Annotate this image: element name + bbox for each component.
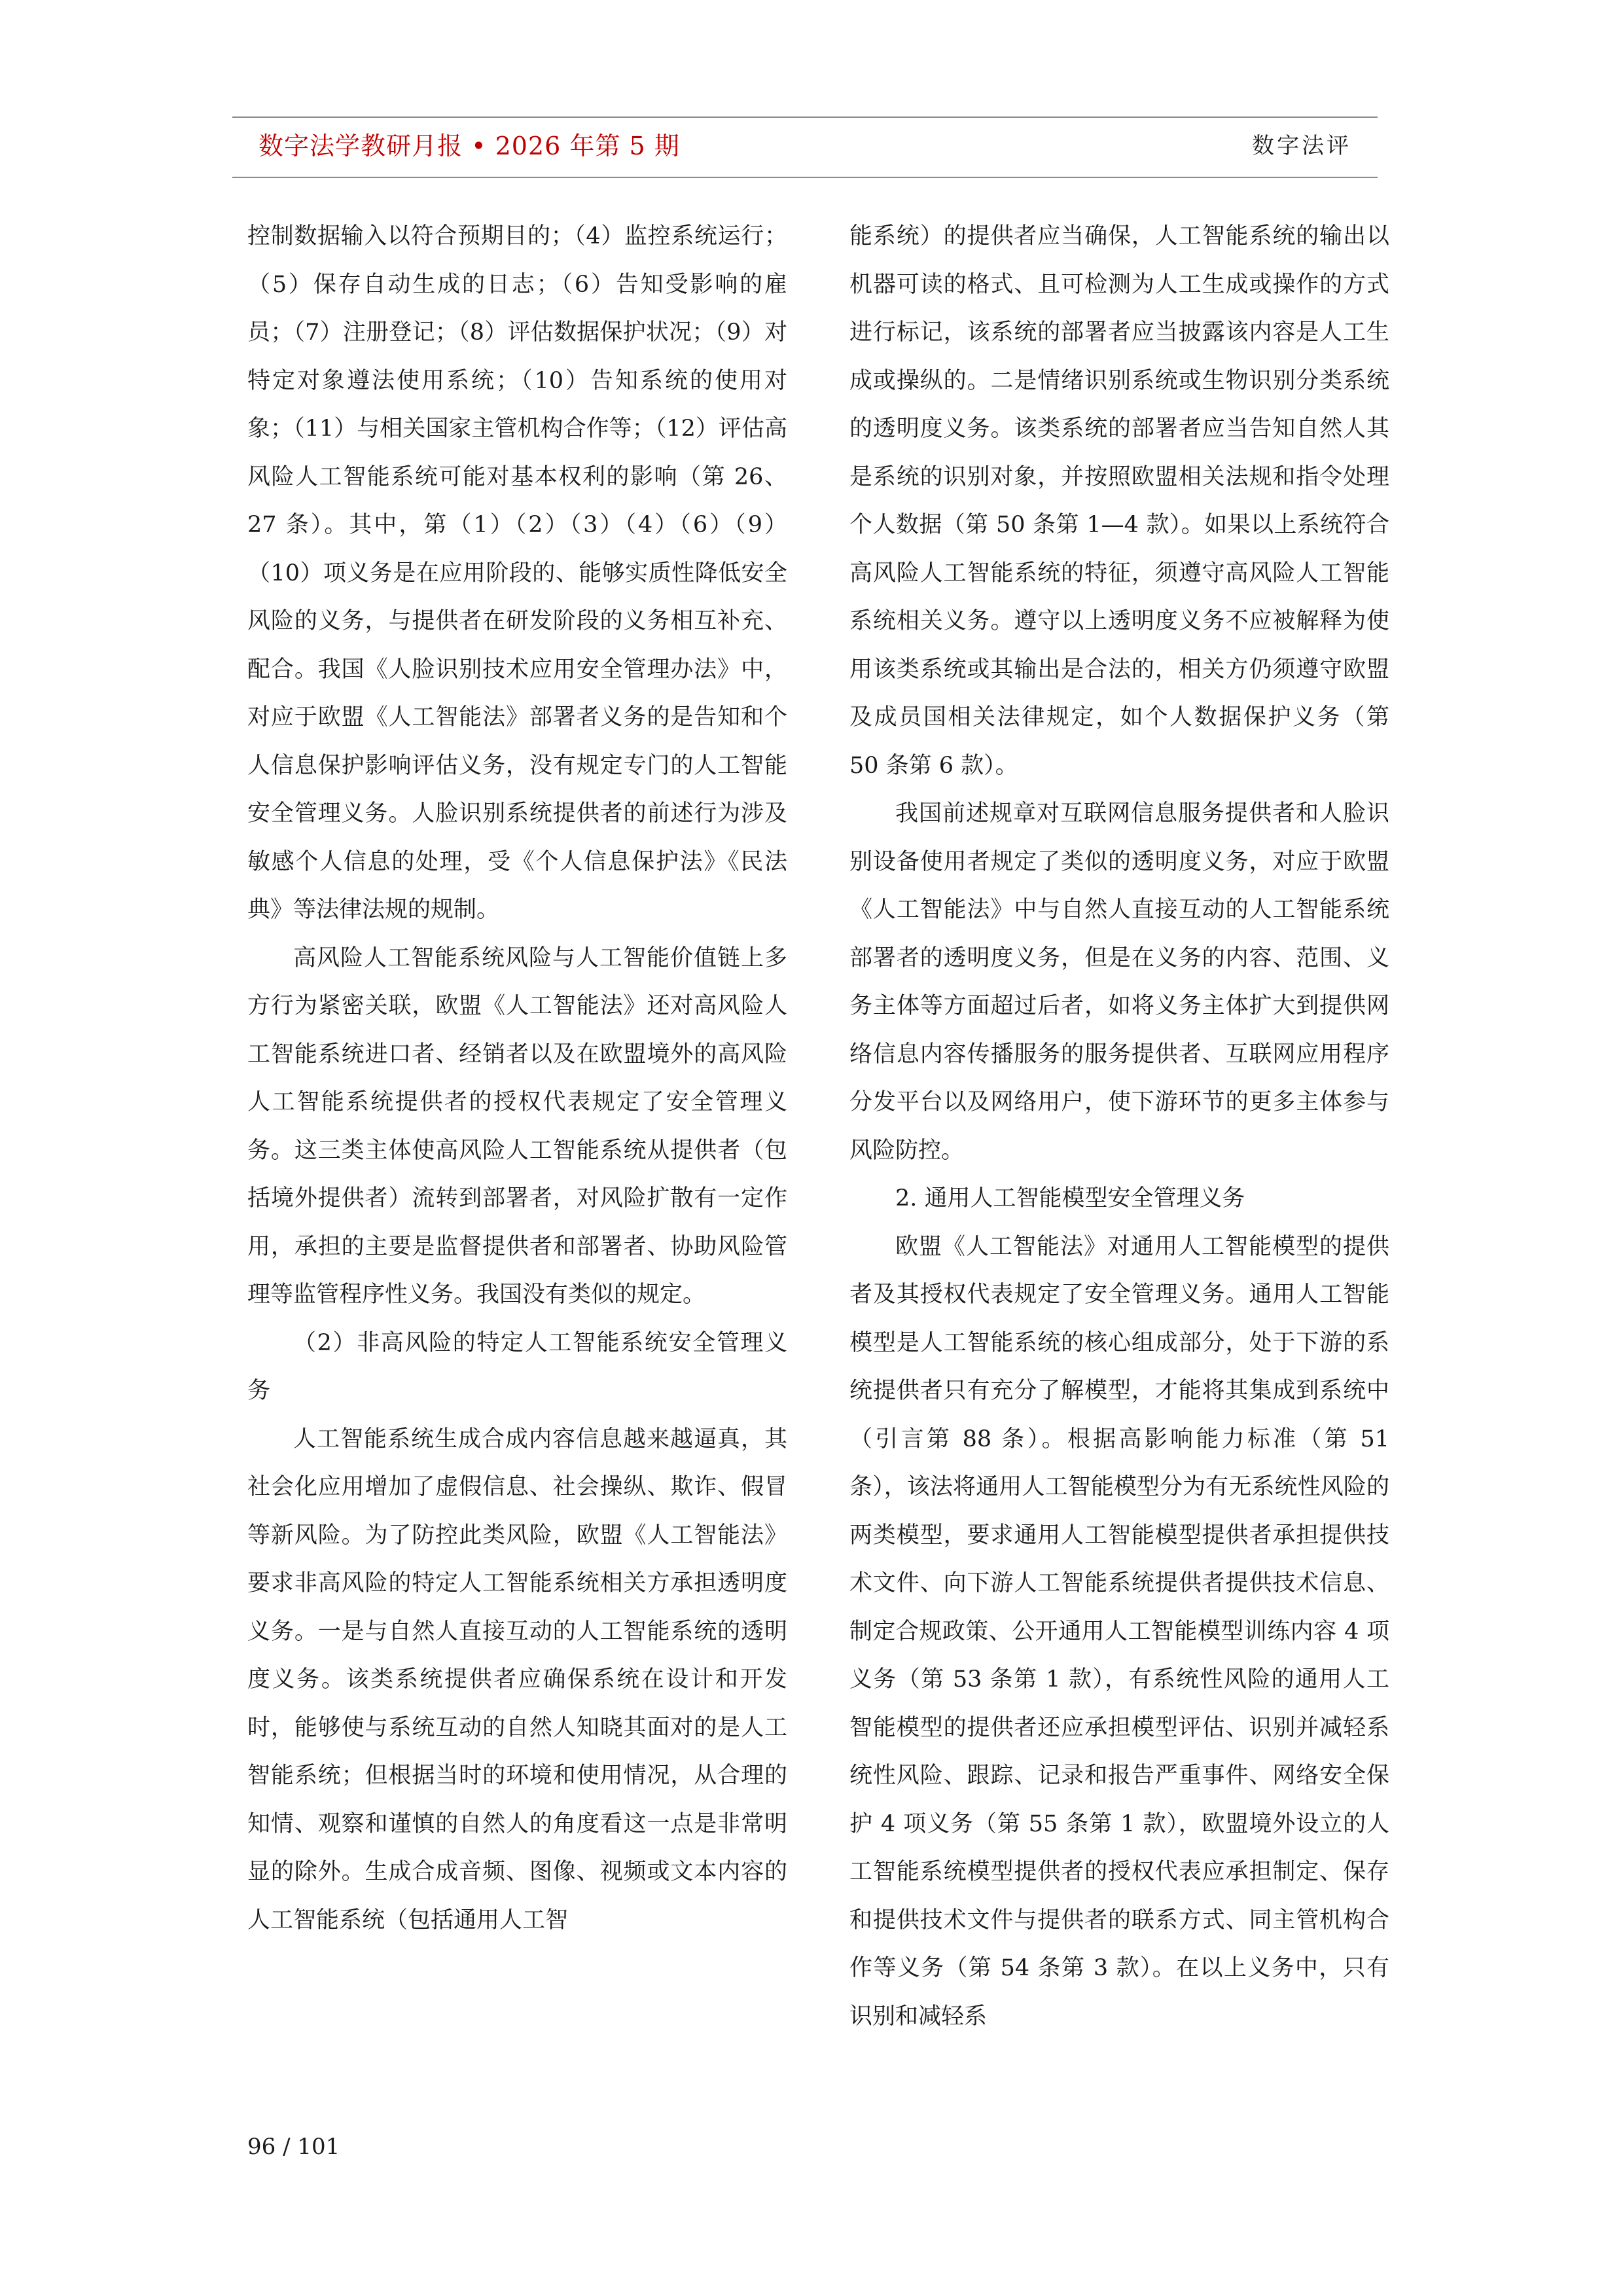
journal-title: 数字法学教研月报 • 2026 年第 5 期	[259, 132, 680, 160]
section-name: 数字法评	[1252, 133, 1351, 159]
paragraph: 能系统）的提供者应当确保，人工智能系统的输出以机器可读的格式、且可检测为人工生成或操作的方式进行标记，该系统的部署者应当披露该内容是人工生成或操纵的。二是情绪识别系统或生物识别分类系统的透明度义务。该类系统的部署者应当告知自然人其是系统的识别对象，并按照欧盟相关法规和指令处理个人数据（第 50 条第 1—4 款）。如果以上系统符合高风险人工智能系统的特征，须遵守高风险人工智能系统相关义务。遵守以上透明度义务不应被解释为使用该类系统或其输出是合法的，相关方仍须遵守欧盟及成员国相关法律规定，如个人数据保护义务（第 50 条第 6 款）。	[849, 223, 1389, 779]
running-header	[232, 117, 1378, 178]
subheading: 2. 通用人工智能模型安全管理义务	[895, 1185, 1245, 1211]
right-column	[849, 213, 1389, 2041]
subheading: （2）非高风险的特定人工智能系统安全管理义务	[247, 1329, 787, 1404]
paragraph: 控制数据输入以符合预期目的；（4）监控系统运行；（5）保存自动生成的日志；（6）告知受影响的雇员；（7）注册登记；（8）评估数据保护状况；（9）对特定对象遵法使用系统；（10）告知系统的使用对象；（11）与相关国家主管机构合作等；（12）评估高风险人工智能系统可能对基本权利的影响（第 26、27 条）。其中，第（1）（2）（3）（4）（6）（9）（10）项义务是在应用阶段的、能够实质性降低安全风险的义务，与提供者在研发阶段的义务相互补充、配合。我国《人脸识别技术应用安全管理办法》中，对应于欧盟《人工智能法》部署者义务的是告知和个人信息保护影响评估义务，没有规定专门的人工智能安全管理义务。人脸识别系统提供者的前述行为涉及敏感个人信息的处理，受《个人信息保护法》《民法典》等法律法规的规制。	[247, 223, 787, 923]
paragraph: 高风险人工智能系统风险与人工智能价值链上多方行为紧密关联，欧盟《人工智能法》还对高风险人工智能系统进口者、经销者以及在欧盟境外的高风险人工智能系统提供者的授权代表规定了安全管理义务。这三类主体使高风险人工智能系统从提供者（包括境外提供者）流转到部署者，对风险扩散有一定作用，承担的主要是监督提供者和部署者、协助风险管理等监管程序性义务。我国没有类似的规定。	[247, 944, 787, 1308]
paragraph: 我国前述规章对互联网信息服务提供者和人脸识别设备使用者规定了类似的透明度义务，对应于欧盟《人工智能法》中与自然人直接互动的人工智能系统部署者的透明度义务，但是在义务的内容、范围、义务主体等方面超过后者，如将义务主体扩大到提供网络信息内容传播服务的服务提供者、互联网应用程序分发平台以及网络用户，使下游环节的更多主体参与风险防控。	[849, 800, 1389, 1164]
left-column	[247, 213, 787, 1945]
paragraph: 人工智能系统生成合成内容信息越来越逼真，其社会化应用增加了虚假信息、社会操纵、欺诈、假冒等新风险。为了防控此类风险，欧盟《人工智能法》要求非高风险的特定人工智能系统相关方承担透明度义务。一是与自然人直接互动的人工智能系统的透明度义务。该类系统提供者应确保系统在设计和开发时，能够使与系统互动的自然人知晓其面对的是人工智能系统；但根据当时的环境和使用情况，从合理的知情、观察和谨慎的自然人的角度看这一点是非常明显的除外。生成合成音频、图像、视频或文本内容的人工智能系统（包括通用人工智	[247, 1426, 787, 1933]
page-number: 96 / 101	[247, 2134, 340, 2160]
paragraph: 欧盟《人工智能法》对通用人工智能模型的提供者及其授权代表规定了安全管理义务。通用人工智能模型是人工智能系统的核心组成部分，处于下游的系统提供者只有充分了解模型，才能将其集成到系统中（引言第 88 条）。根据高影响能力标准（第 51 条），该法将通用人工智能模型分为有无系统性风险的两类模型，要求通用人工智能模型提供者承担提供技术文件、向下游人工智能系统提供者提供技术信息、制定合规政策、公开通用人工智能模型训练内容 4 项义务（第 53 条第 1 款），有系统性风险的通用人工智能模型的提供者还应承担模型评估、识别并减轻系统性风险、跟踪、记录和报告严重事件、网络安全保护 4 项义务（第 55 条第 1 款），欧盟境外设立的人工智能系统模型提供者的授权代表应承担制定、保存和提供技术文件与提供者的联系方式、同主管机构合作等义务（第 54 条第 3 款）。在以上义务中，只有识别和减轻系	[849, 1233, 1389, 2030]
